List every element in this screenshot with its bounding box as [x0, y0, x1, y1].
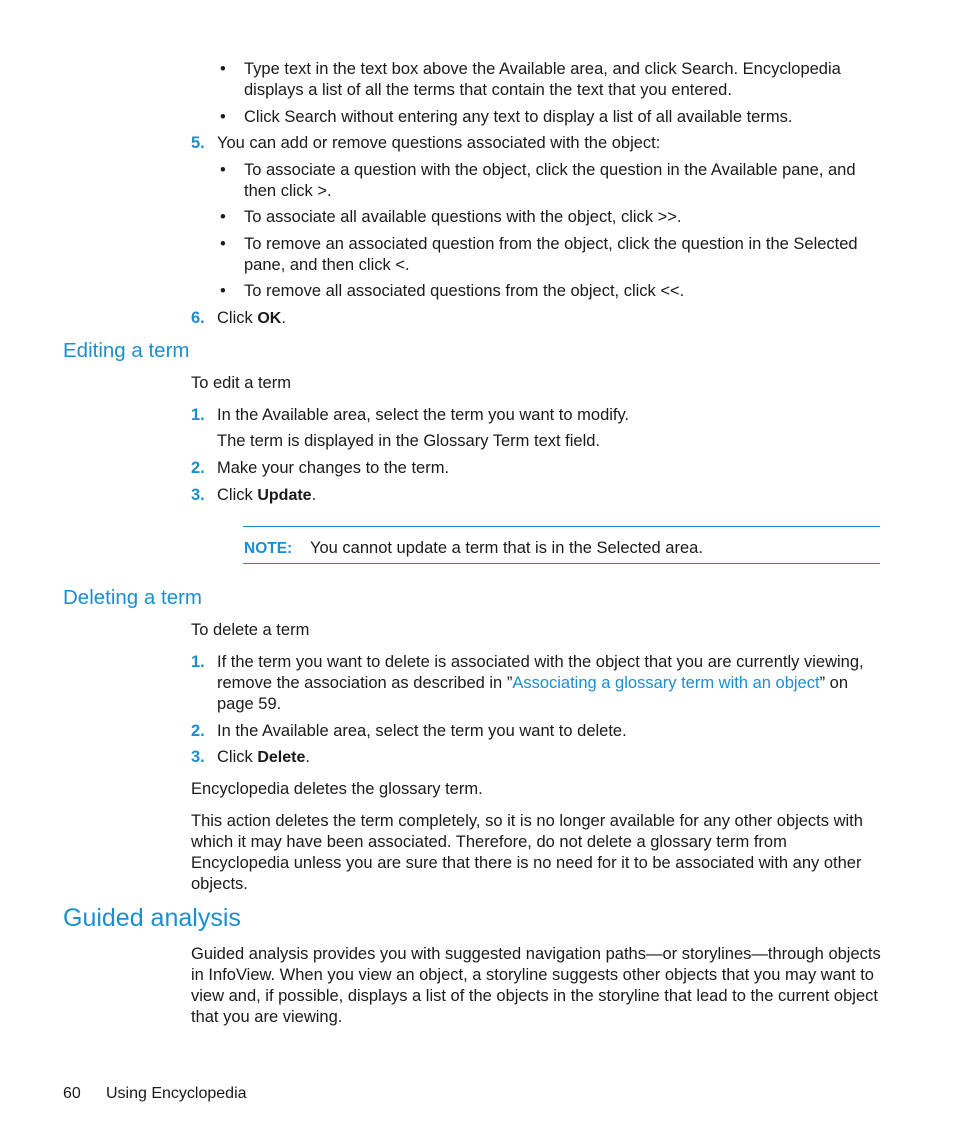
list-item: To remove an associated question from the object, click the question in the Selected pane, and then click <.: [244, 235, 858, 274]
note-text: You cannot update a term that is in the Selected area.: [310, 539, 703, 557]
step-number: 3.: [191, 748, 205, 766]
section-heading-editing: Editing a term: [63, 339, 190, 362]
step-text: In the Available area, select the term you want to delete.: [217, 722, 627, 740]
list-item: Click Search without entering any text to display a list of all available terms.: [244, 108, 793, 126]
cross-reference-link[interactable]: Associating a glossary term with an object: [512, 674, 820, 692]
step-number: 3.: [191, 486, 205, 504]
step-text: If the term you want to delete is associated with the object that you are currently viewing, remove the association as described in ”Associating a glossary term with an object” on page 59.: [217, 653, 864, 713]
step-number: 1.: [191, 406, 205, 424]
bullet-marker: •: [220, 208, 226, 226]
running-footer-title: Using Encyclopedia: [106, 1085, 247, 1102]
step-text: Click Delete.: [217, 748, 310, 766]
ui-label-ok: OK: [257, 310, 282, 327]
list-item: To remove all associated questions from the object, click <<.: [244, 282, 685, 300]
body-paragraph: Guided analysis provides you with suggested navigation paths—or storylines—through objects in InfoView. When you view an object, a storyline suggests other objects that you may want to view and, if possible, displays a list of the objects in the storyline that lead to the current object that you are viewing.: [191, 945, 881, 1026]
step-text: Make your changes to the term.: [217, 459, 450, 477]
result-text: Encyclopedia deletes the glossary term.: [191, 780, 483, 798]
list-item: To associate a question with the object, click the question in the Available pane, and then click >.: [244, 161, 856, 200]
warning-paragraph: This action deletes the term completely, so it is no longer available for any other objects with which it may have been associated. Therefore, do not delete a glossary term from Encyclopedia unless you are sure that there is no need for it to be associated with any other objects.: [191, 812, 863, 893]
note-top-rule: [243, 526, 880, 527]
bullet-marker: •: [220, 282, 226, 300]
note-label: NOTE:: [244, 540, 293, 557]
step-text: Click OK.: [217, 309, 286, 327]
section-heading-deleting: Deleting a term: [63, 586, 203, 609]
step-number: 2.: [191, 459, 205, 477]
page-number: 60: [63, 1085, 81, 1102]
ui-label-delete: Delete: [257, 749, 306, 766]
step-text: You can add or remove questions associated with the object:: [217, 134, 661, 152]
bullet-marker: •: [220, 161, 226, 179]
list-item: Type text in the text box above the Available area, and click Search. Encyclopedia displays a list of all the terms that contain the text that you entered.: [244, 60, 841, 99]
step-text: Click Update.: [217, 486, 317, 504]
bullet-marker: •: [220, 60, 226, 78]
step-text: In the Available area, select the term you want to modify.: [217, 406, 630, 424]
step-number: 5.: [191, 134, 205, 152]
procedure-intro: To edit a term: [191, 374, 291, 392]
section-heading-guided-analysis: Guided analysis: [63, 904, 241, 932]
step-number: 1.: [191, 653, 205, 671]
bullet-marker: •: [220, 108, 226, 126]
procedure-intro: To delete a term: [191, 621, 310, 639]
list-item: To associate all available questions with the object, click >>.: [244, 208, 682, 226]
ui-label-update: Update: [257, 487, 312, 504]
step-number: 2.: [191, 722, 205, 740]
step-number: 6.: [191, 309, 205, 327]
bullet-marker: •: [220, 235, 226, 253]
step-result: The term is displayed in the Glossary Term text field.: [217, 432, 601, 450]
note-bottom-rule: [243, 563, 880, 564]
